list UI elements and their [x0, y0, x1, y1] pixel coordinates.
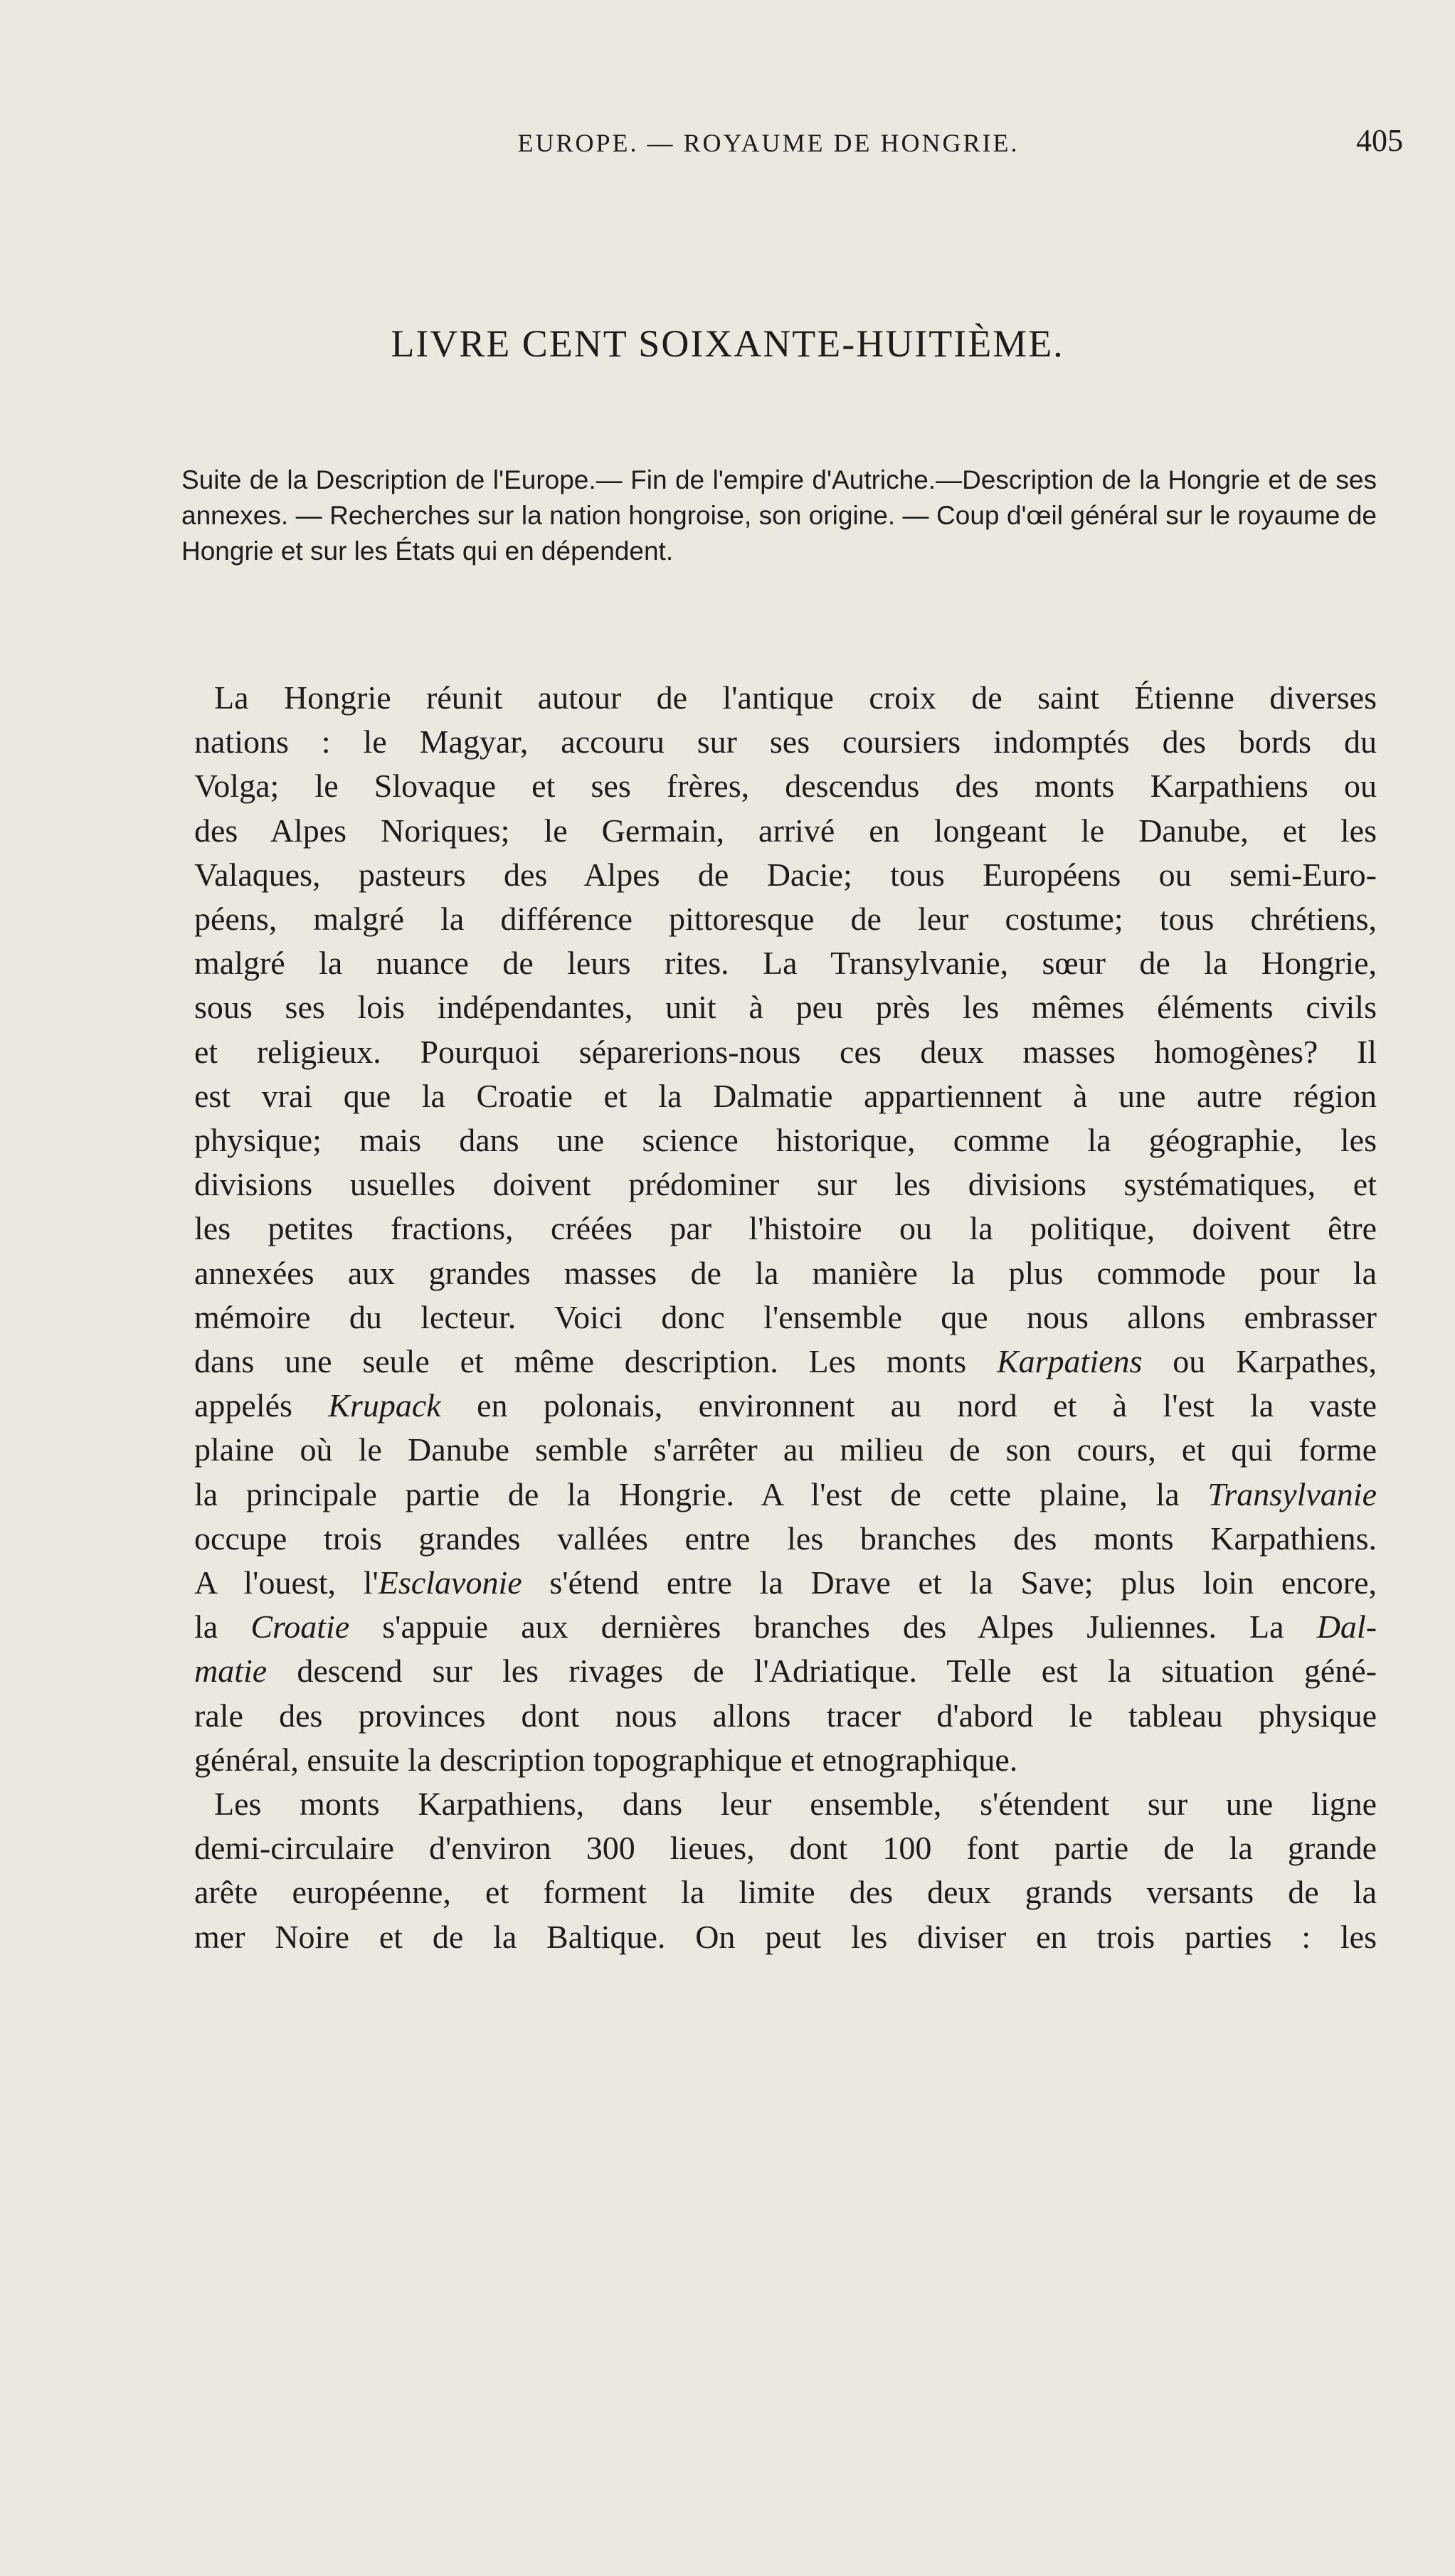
text-line: [174, 1605, 1377, 1649]
text-line: des Alpes Noriques; le Germain, arrivé en longeant le Danube, et les: [194, 812, 1377, 849]
paragraph-1: [174, 676, 1377, 1782]
text-line: général, ensuite la description topographique et etnographique.: [194, 1741, 1018, 1778]
italic-term: Krupack: [328, 1387, 441, 1424]
text-line: et religieux. Pourquoi séparerions-nous ces deux masses homogènes? Il: [194, 1033, 1377, 1070]
text-line: occupe trois grandes vallées entre les branches des monts Karpathiens.: [194, 1520, 1377, 1557]
text-line: plaine où le Danube semble s'arrêter au milieu de son cours, et qui forme: [194, 1431, 1377, 1468]
text-segment: descend sur les rivages de l'Adriatique. Telle est la situation géné-: [297, 1653, 1377, 1690]
text-line: rale des provinces dont nous allons tracer d'abord le tableau physique: [194, 1697, 1377, 1734]
text-line: [174, 1473, 1377, 1517]
text-line: annexées aux grandes masses de la manière la plus commode pour la: [194, 1254, 1377, 1291]
text-segment: s'étend entre la Drave et la Save; plus loin encore,: [549, 1564, 1377, 1601]
text-line: mémoire du lecteur. Voici donc l'ensemble que nous allons embrasser: [194, 1298, 1377, 1335]
italic-term: Dal-: [1316, 1608, 1377, 1645]
text-line: mer Noire et de la Baltique. On peut les diviser en trois parties : les: [194, 1918, 1377, 1955]
text-line: divisions usuelles doivent prédominer sur les divisions systématiques, et: [194, 1166, 1377, 1203]
text-segment: en polonais, environnent au nord et à l'est la vaste: [477, 1387, 1377, 1424]
text-line: sous ses lois indépendantes, unit à peu près les mêmes éléments civils: [194, 989, 1377, 1026]
text-segment: A l'ouest, l': [194, 1564, 379, 1601]
italic-term: Esclavonie: [378, 1564, 522, 1601]
text-line: [174, 1340, 1377, 1384]
text-line: nations : le Magyar, accouru sur ses coursiers indomptés des bords du: [194, 723, 1377, 760]
text-line: Les monts Karpathiens, dans leur ensemble, s'étendent sur une ligne: [214, 1786, 1377, 1823]
text-segment: dans une seule et même description. Les monts: [194, 1343, 967, 1380]
text-segment: ou Karpathes,: [1173, 1343, 1377, 1380]
italic-term: Karpatiens: [996, 1343, 1143, 1380]
text-line: [174, 1561, 1377, 1605]
text-line: physique; mais dans une science historique, comme la géographie, les: [194, 1122, 1377, 1159]
book-title: LIVRE CENT SOIXANTE-HUITIÈME.: [391, 322, 1064, 365]
text-line: [174, 1384, 1377, 1428]
text-segment: la principale partie de la Hongrie. A l'est de cette plaine, la: [194, 1475, 1180, 1512]
text-line: Volga; le Slovaque et ses frères, descendus des monts Karpathiens ou: [194, 768, 1377, 805]
running-head: [0, 122, 1455, 165]
running-title: EUROPE. — ROYAUME DE HONGRIE.: [517, 129, 1020, 157]
chapter-summary: Suite de la Description de l'Europe.— Fin de l'empire d'Autriche.—Description de la Hongrie et de ses annexes. — Recherches sur la nation hongroise, son origine. — Coup d'œil général sur le royaume de Hongrie et sur les États qui en dépendent.: [181, 465, 1377, 566]
text-line: La Hongrie réunit autour de l'antique croix de saint Étienne diverses: [214, 679, 1377, 716]
italic-term: Croatie: [250, 1608, 350, 1645]
text-segment: la: [194, 1608, 218, 1645]
text-line: est vrai que la Croatie et la Dalmatie appartiennent à une autre région: [194, 1077, 1377, 1114]
italic-term: Transylvanie: [1207, 1475, 1377, 1512]
text-line: demi-circulaire d'environ 300 lieues, dont 100 font partie de la grande: [194, 1830, 1377, 1867]
body-text: [174, 676, 1377, 1959]
text-segment: appelés: [194, 1387, 292, 1424]
text-line: arête européenne, et forment la limite des deux grands versants de la: [194, 1874, 1377, 1911]
text-line: péens, malgré la différence pittoresque de leur costume; tous chrétiens,: [194, 901, 1377, 938]
text-line: malgré la nuance de leurs rites. La Transylvanie, sœur de la Hongrie,: [194, 945, 1377, 982]
text-line: [174, 1649, 1377, 1693]
text-segment: s'appuie aux dernières branches des Alpes Juliennes. La: [382, 1608, 1284, 1645]
italic-term: matie: [194, 1653, 268, 1690]
page-number: 405: [1356, 123, 1403, 158]
paragraph-2: [174, 1782, 1377, 1959]
text-line: Valaques, pasteurs des Alpes de Dacie; tous Européens ou semi-Euro-: [194, 856, 1377, 893]
text-line: les petites fractions, créées par l'histoire ou la politique, doivent être: [194, 1210, 1377, 1247]
